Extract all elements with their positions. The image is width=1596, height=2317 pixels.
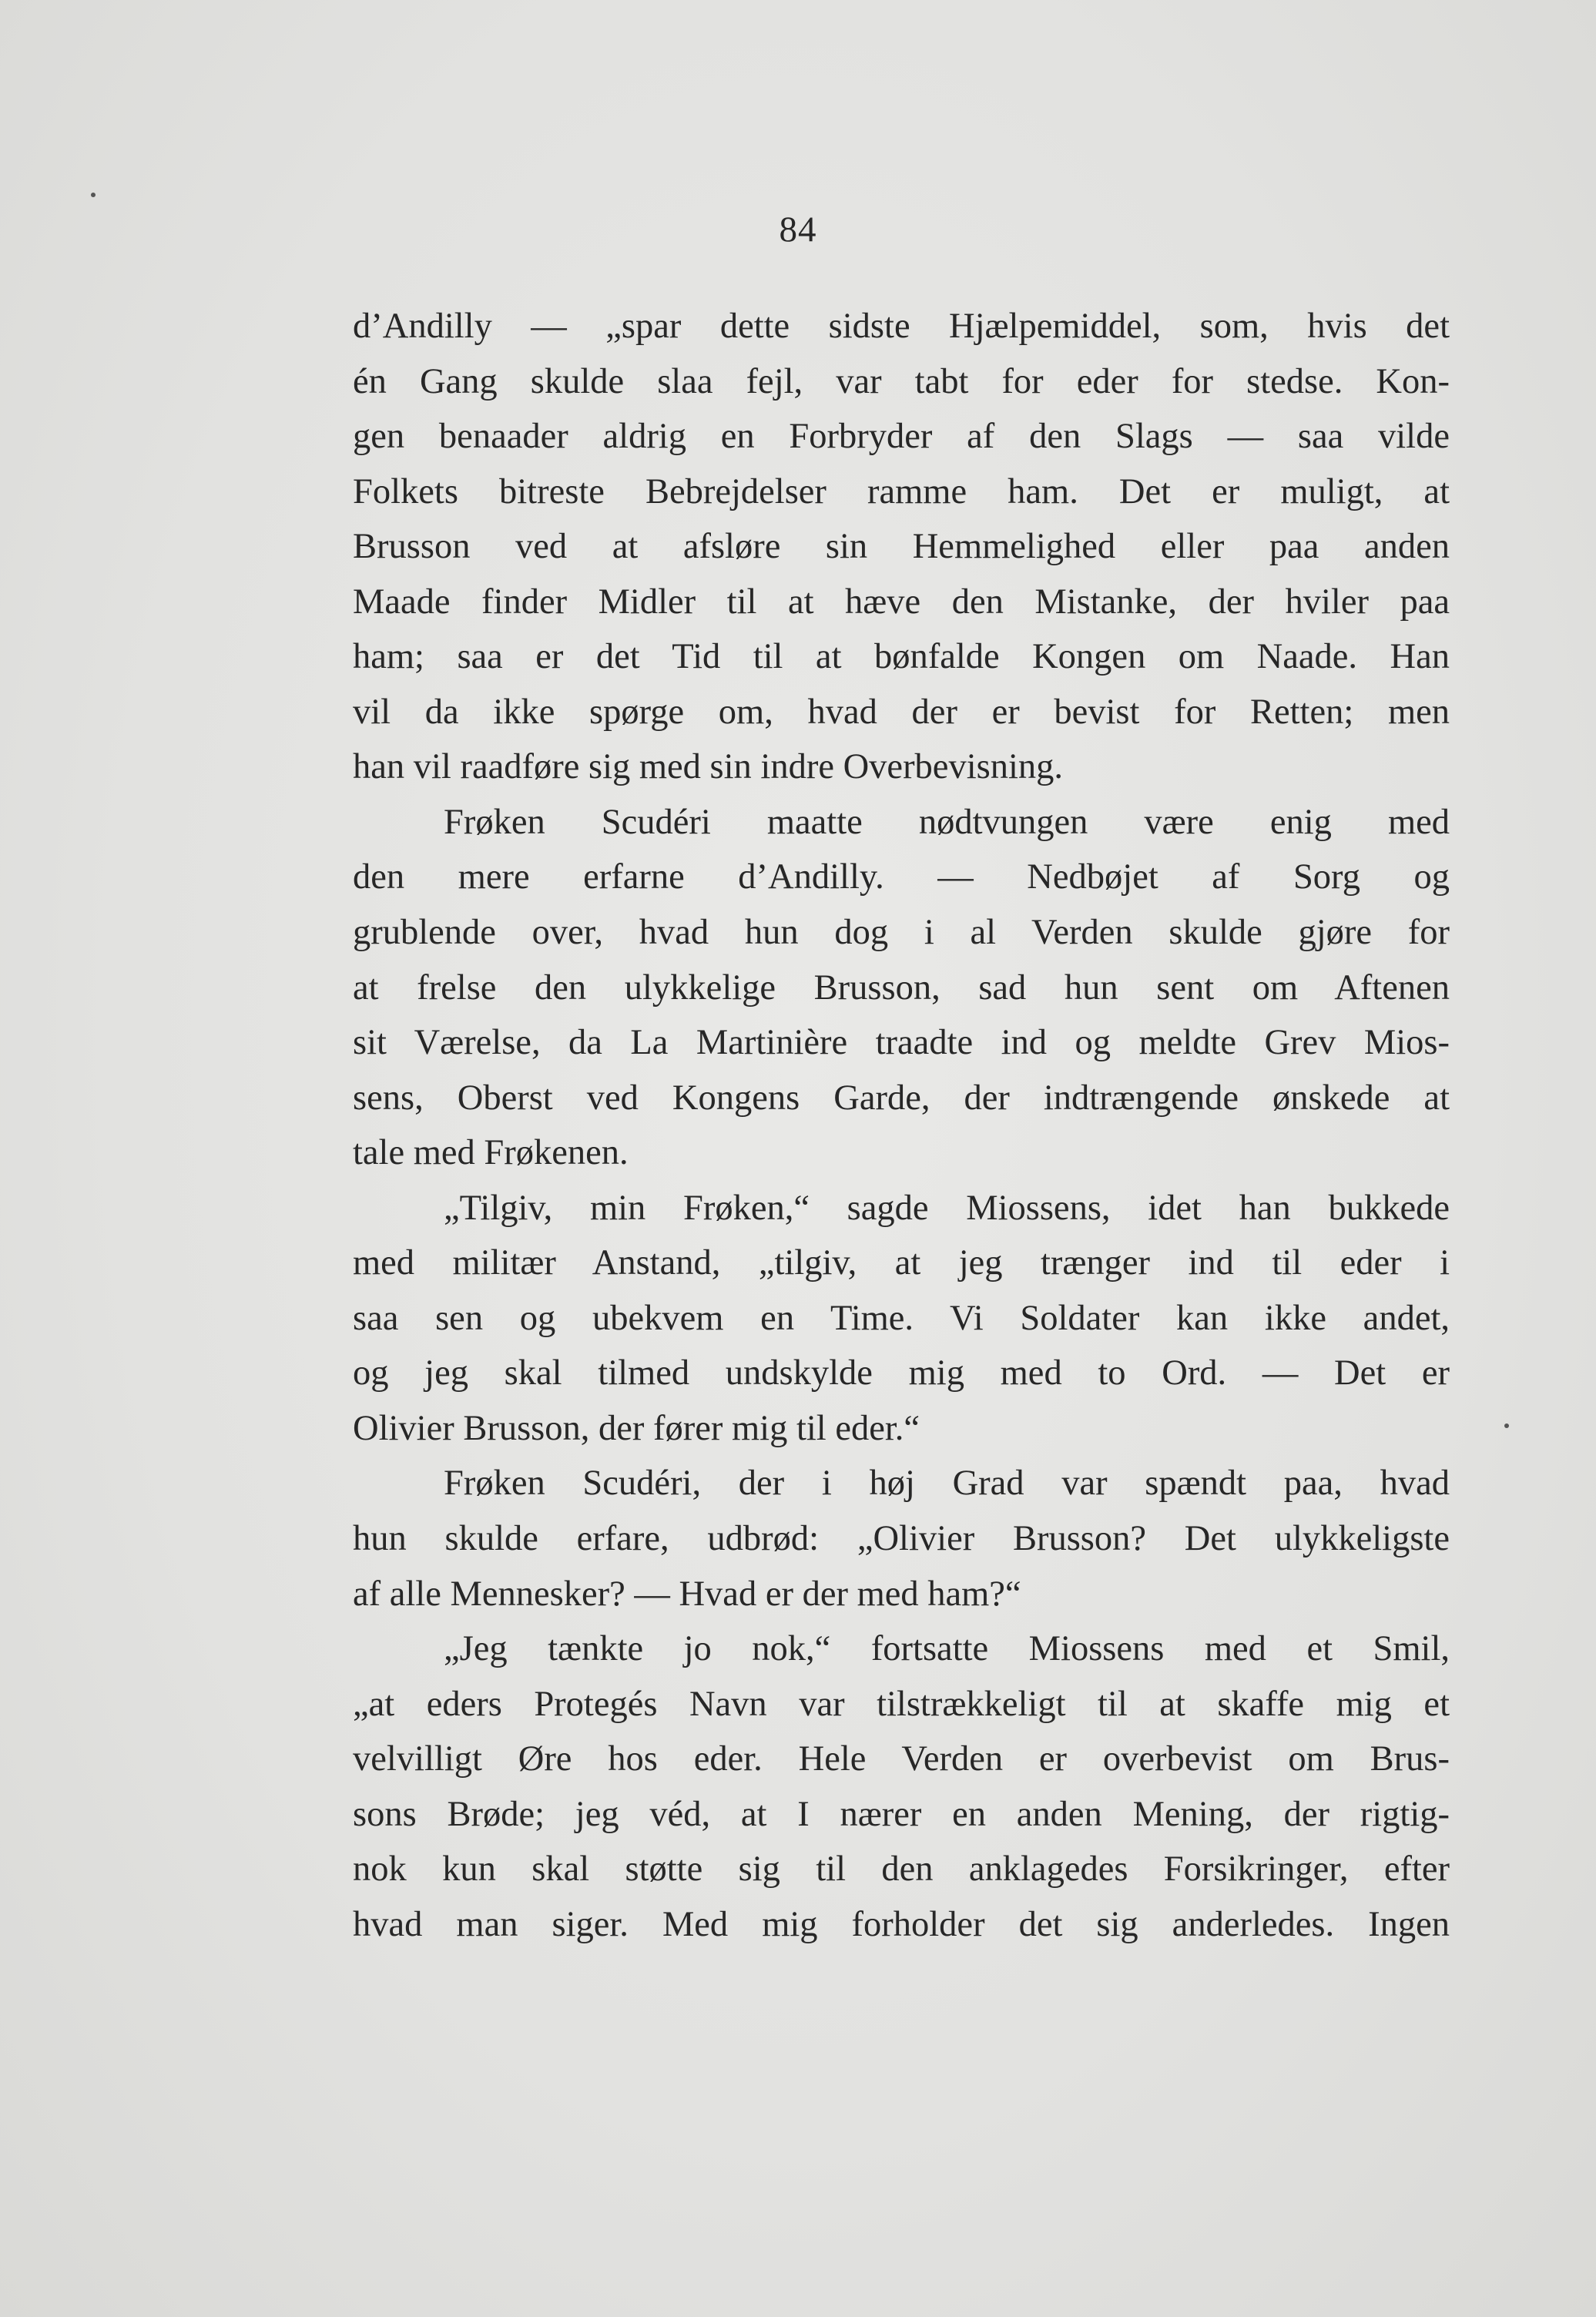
text-line: Frøken Scudéri, der i høj Grad var spændt paa, hvad: [444, 1464, 1450, 1504]
text-line: grublende over, hvad hun dog i al Verden skulde gjøre for: [353, 913, 1450, 953]
text-line: vil da ikke spørge om, hvad der er bevist for Retten; men: [353, 692, 1450, 732]
text-line: at frelse den ulykkelige Brusson, sad hun sent om Aftenen: [353, 967, 1450, 1008]
text-line: gen benaader aldrig en Forbryder af den Slags — saa vilde: [353, 417, 1450, 457]
text-line: Brusson ved at afsløre sin Hemmelighed eller paa anden: [353, 527, 1450, 567]
text-line: hun skulde erfare, udbrød: „Olivier Brusson? Det ulykkeligste: [353, 1519, 1450, 1559]
text-line: én Gang skulde slaa fejl, var tabt for eder for stedse. Kon-: [353, 361, 1450, 401]
text-line: „Jeg tænkte jo nok,“ fortsatte Miossens med et Smil,: [444, 1629, 1450, 1669]
text-line: Frøken Scudéri maatte nødtvungen være enig med: [444, 802, 1450, 842]
text-line: sit Værelse, da La Martinière traadte ind og meldte Grev Mios-: [353, 1023, 1450, 1063]
text-line: saa sen og ubekvem en Time. Vi Soldater kan ikke andet,: [353, 1298, 1450, 1338]
text-line: med militær Anstand, „tilgiv, at jeg trænger ind til eder i: [353, 1243, 1450, 1283]
paper-speck: [91, 193, 96, 197]
text-line: velvilligt Øre hos eder. Hele Verden er overbevist om Brus-: [353, 1739, 1450, 1779]
text-line: nok kun skal støtte sig til den anklagedes Forsikringer, efter: [353, 1849, 1450, 1889]
page-number: 84: [779, 210, 817, 250]
text-line: af alle Mennesker? — Hvad er der med ham?“: [353, 1574, 1021, 1614]
text-line: ham; saa er det Tid til at bønfalde Kongen om Naade. Han: [353, 637, 1450, 677]
text-line: sons Brøde; jeg véd, at I nærer en anden Mening, der rigtig-: [353, 1794, 1450, 1834]
paper-speck: [1504, 1423, 1509, 1428]
text-line: „Tilgiv, min Frøken,“ sagde Miossens, idet han bukkede: [444, 1188, 1450, 1228]
text-line: han vil raadføre sig med sin indre Overbevisning.: [353, 747, 1064, 787]
body-text: [353, 299, 1450, 1952]
text-line: d’Andilly — „spar dette sidste Hjælpemiddel, som, hvis det: [353, 307, 1450, 346]
text-line: Maade finder Midler til at hæve den Mistanke, der hviler paa: [353, 582, 1450, 622]
text-line: tale med Frøkenen.: [353, 1133, 629, 1173]
text-line: hvad man siger. Med mig forholder det sig anderledes. Ingen: [353, 1904, 1450, 1944]
text-line: „at eders Protegés Navn var tilstrækkeligt til at skaffe mig et: [353, 1684, 1450, 1724]
text-line: sens, Oberst ved Kongens Garde, der indtrængende ønskede at: [353, 1078, 1450, 1118]
text-line: og jeg skal tilmed undskylde mig med to Ord. — Det er: [353, 1353, 1450, 1393]
text-line: Folkets bitreste Bebrejdelser ramme ham. Det er muligt, at: [353, 471, 1450, 511]
text-line: den mere erfarne d’Andilly. — Nedbøjet af Sorg og: [353, 857, 1450, 897]
text-line: Olivier Brusson, der fører mig til eder.“: [353, 1408, 920, 1448]
